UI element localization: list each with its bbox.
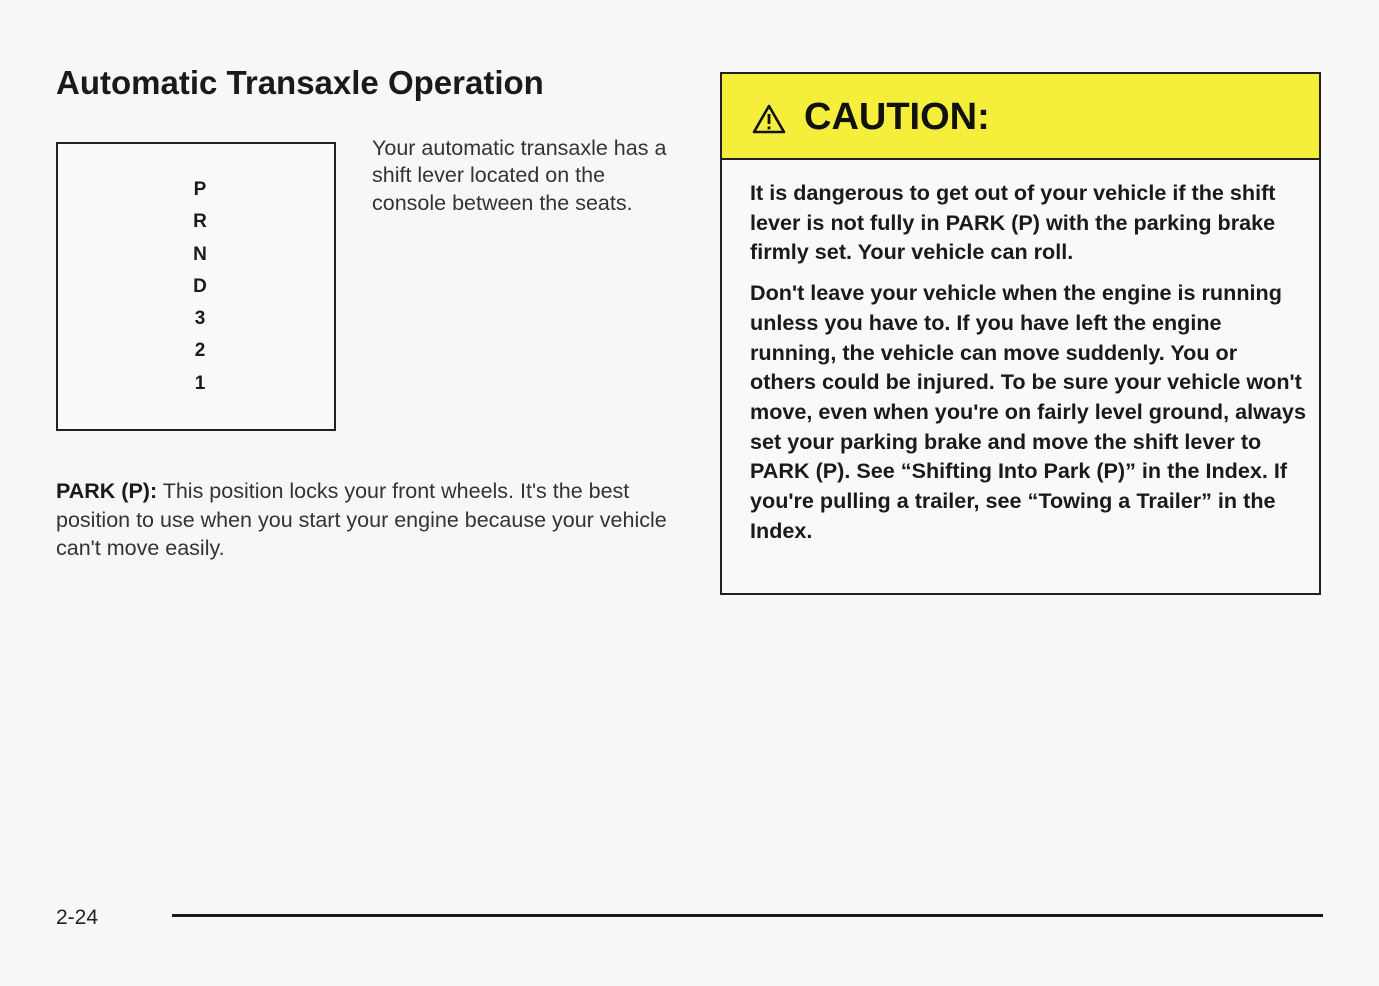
shift-position-list <box>186 174 214 400</box>
page-number: 2-24 <box>56 906 99 929</box>
shift-position-n: N <box>193 243 207 265</box>
shift-lever-diagram <box>56 142 336 431</box>
caution-body <box>750 178 1306 556</box>
intro-paragraph: Your automatic transaxle has a shift lever located on the console between the seats. <box>372 136 667 215</box>
caution-paragraph: It is dangerous to get out of your vehicle if the shift lever is not fully in PARK (P) with the parking brake firmly set. Your vehicle can roll. <box>750 180 1276 265</box>
warning-triangle-icon <box>752 104 786 134</box>
shift-position-p: P <box>193 179 207 200</box>
park-paragraph <box>56 477 681 563</box>
park-description: This position locks your front wheels. It's the best position to use when you start your engine because your vehicle can't move easily. <box>56 479 667 560</box>
shift-position-1: 1 <box>194 372 206 394</box>
shift-position-3: 3 <box>194 308 206 330</box>
shift-position-2: 2 <box>194 340 206 362</box>
caution-title: CAUTION: <box>804 96 990 138</box>
caution-header <box>722 74 1319 160</box>
caution-box <box>720 72 1321 595</box>
footer-divider <box>172 914 1323 917</box>
shift-position-d: D <box>193 275 207 297</box>
shift-position-r: R <box>193 211 207 233</box>
caution-paragraph: Don't leave your vehicle when the engine is running unless you have to. If you have left the engine running, the vehicle can move suddenly. You or others could be injured. To be sure your vehicle won't move, even when you're on fairly level ground, always set your parking brake and move the shift lever to PARK (P). See “Shifting Into Park (P)” in the Index. If you're pulling a trailer, see “Towing a Trailer” in the Index. <box>750 280 1306 543</box>
page-title: Automatic Transaxle Operation <box>56 64 544 101</box>
park-label: PARK (P): <box>56 479 158 503</box>
